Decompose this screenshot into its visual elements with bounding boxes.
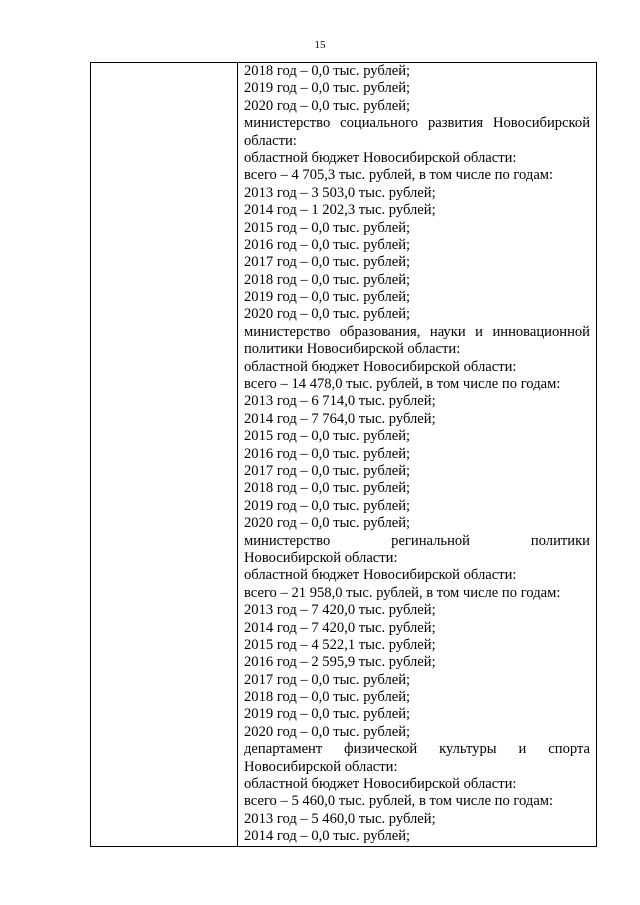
text-line: 2014 год – 1 202,3 тыс. рублей; (244, 202, 436, 219)
text-line: областной бюджет Новосибирской области: (244, 567, 517, 584)
text-line: министерство социального развития Новосибирской (244, 115, 590, 132)
text-line: 2014 год – 7 420,0 тыс. рублей; (244, 619, 436, 636)
text-line: всего – 5 460,0 тыс. рублей, в том числе по годам: (244, 793, 554, 810)
text-line: 2019 год – 0,0 тыс. рублей; (244, 289, 411, 306)
text-line: всего – 14 478,0 тыс. рублей, в том числе по годам: (244, 376, 561, 393)
text-line: 2015 год – 0,0 тыс. рублей; (244, 219, 411, 236)
financing-table (90, 62, 597, 847)
text-line: всего – 4 705,3 тыс. рублей, в том числе по годам: (244, 167, 554, 184)
table-cell-right (238, 63, 597, 847)
text-line: области: (244, 132, 297, 149)
text-line: 2013 год – 5 460,0 тыс. рублей; (244, 810, 436, 827)
text-line: областной бюджет Новосибирской области: (244, 149, 517, 166)
text-line: 2013 год – 6 714,0 тыс. рублей; (244, 393, 436, 410)
text-line: 2019 год – 0,0 тыс. рублей; (244, 80, 411, 97)
text-line: 2020 год – 0,0 тыс. рублей; (244, 515, 411, 532)
text-line: 2014 год – 7 764,0 тыс. рублей; (244, 410, 436, 427)
text-line: 2018 год – 0,0 тыс. рублей; (244, 480, 411, 497)
text-line: 2016 год – 0,0 тыс. рублей; (244, 445, 411, 462)
text-line: 2019 год – 0,0 тыс. рублей; (244, 497, 411, 514)
table-cell-left (91, 63, 238, 847)
text-line: всего – 21 958,0 тыс. рублей, в том числе по годам: (244, 584, 561, 601)
text-line: политики Новосибирской области: (244, 341, 461, 358)
page-number: 15 (314, 39, 326, 51)
text-line: 2018 год – 0,0 тыс. рублей; (244, 271, 411, 288)
text-line: министерство образования, науки и инновационной (244, 323, 590, 340)
text-line: 2016 год – 0,0 тыс. рублей; (244, 236, 411, 253)
financing-lines (238, 63, 596, 846)
text-line: 2014 год – 0,0 тыс. рублей; (244, 828, 411, 845)
text-line: 2013 год – 7 420,0 тыс. рублей; (244, 602, 436, 619)
text-line: департамент физической культуры и спорта (244, 741, 590, 758)
text-line: 2015 год – 4 522,1 тыс. рублей; (244, 636, 436, 653)
text-line: 2020 год – 0,0 тыс. рублей; (244, 97, 411, 114)
text-line: 2019 год – 0,0 тыс. рублей; (244, 706, 411, 723)
text-line: 2018 год – 0,0 тыс. рублей; (244, 63, 411, 79)
text-line: областной бюджет Новосибирской области: (244, 776, 517, 793)
text-line: Новосибирской области: (244, 758, 398, 775)
text-line: 2017 год – 0,0 тыс. рублей; (244, 254, 411, 271)
text-line: областной бюджет Новосибирской области: (244, 358, 517, 375)
text-line: Новосибирской области: (244, 549, 398, 566)
text-line: 2017 год – 0,0 тыс. рублей; (244, 462, 411, 479)
text-line: министерство регинальной политики (244, 532, 590, 549)
text-line: 2020 год – 0,0 тыс. рублей; (244, 306, 411, 323)
text-line: 2017 год – 0,0 тыс. рублей; (244, 671, 411, 688)
text-line: 2015 год – 0,0 тыс. рублей; (244, 428, 411, 445)
text-line: 2013 год – 3 503,0 тыс. рублей; (244, 184, 436, 201)
table-row (91, 63, 597, 847)
text-line: 2018 год – 0,0 тыс. рублей; (244, 689, 411, 706)
text-line: 2020 год – 0,0 тыс. рублей; (244, 723, 411, 740)
text-line: 2016 год – 2 595,9 тыс. рублей; (244, 654, 436, 671)
